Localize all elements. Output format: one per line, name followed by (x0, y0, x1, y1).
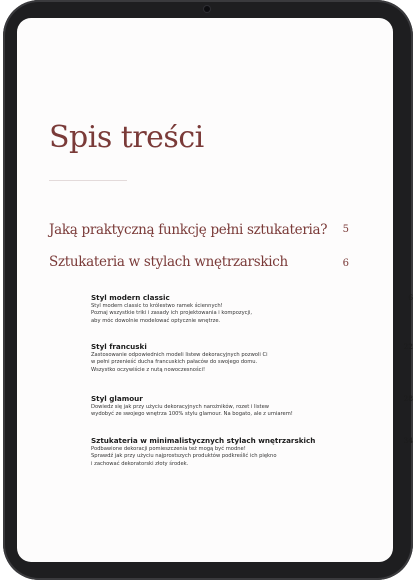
section-desc-line: Podbawione dekoracji pomieszczenia też mogą być modne! (91, 446, 246, 452)
section-title: Styl francuski (91, 342, 147, 351)
section-page-number: 22 (403, 342, 413, 351)
toc-chapter-styles-page: 6 (342, 258, 349, 269)
page-title: Spis treści (49, 120, 204, 155)
toc-chapter-functions[interactable]: Jaką praktyczną funkcję pełni sztukateria? (49, 222, 328, 238)
tablet-screen (17, 18, 413, 562)
toc-section-minimalist[interactable] (91, 436, 413, 468)
section-desc-line: Zastosowanie odpowiednich modeli listew dekoracyjnych pozwoli Ci (91, 352, 268, 358)
section-desc-line: Dowiedz się jak przy użyciu dekoracyjnych narożników, rozet i listew (91, 404, 270, 410)
section-page-number: 6 (408, 293, 413, 302)
toc-chapter-functions-page: 5 (342, 224, 349, 235)
section-desc-line: aby móc dowolnie modelować optycznie wnętrze. (91, 317, 221, 324)
section-page-number: 28 (403, 394, 413, 403)
section-desc-line: i zachować dekoratorski złoty środek. (91, 460, 189, 467)
section-desc-line: Poznaj wszystkie triki i zasady ich projektowania i kompozycji, (91, 310, 253, 317)
toc-section-modern-classic[interactable] (91, 293, 413, 325)
title-divider (49, 180, 127, 181)
toc-section-french[interactable] (91, 342, 413, 374)
front-camera (204, 6, 210, 12)
toc-section-glamour[interactable] (91, 394, 413, 419)
section-page-number: 34 (403, 436, 413, 445)
section-title: Styl modern classic (91, 293, 170, 302)
section-title: Styl glamour (91, 394, 143, 403)
section-desc-line: Sprawdź jak przy użyciu najprostszych produktów podkreślić ich piękno (91, 453, 277, 460)
section-desc-line: wydobyć ze swojego wnętrza 100% stylu glamour. Na bogato, ale z umiarem! (91, 411, 293, 418)
section-desc-line: w pełni przenieść ducha francuskich pałaców do swojego domu. (91, 359, 258, 366)
toc-chapter-styles[interactable]: Sztukateria w stylach wnętrzarskich (49, 254, 288, 270)
section-title: Sztukateria w minimalistycznych stylach wnętrzarskich (91, 436, 316, 445)
section-desc-line: Styl modern classic to królestwo ramek ściennych! (91, 303, 223, 309)
section-desc-line: Wszystko oczywiście z nutą nowoczesności! (91, 366, 206, 373)
